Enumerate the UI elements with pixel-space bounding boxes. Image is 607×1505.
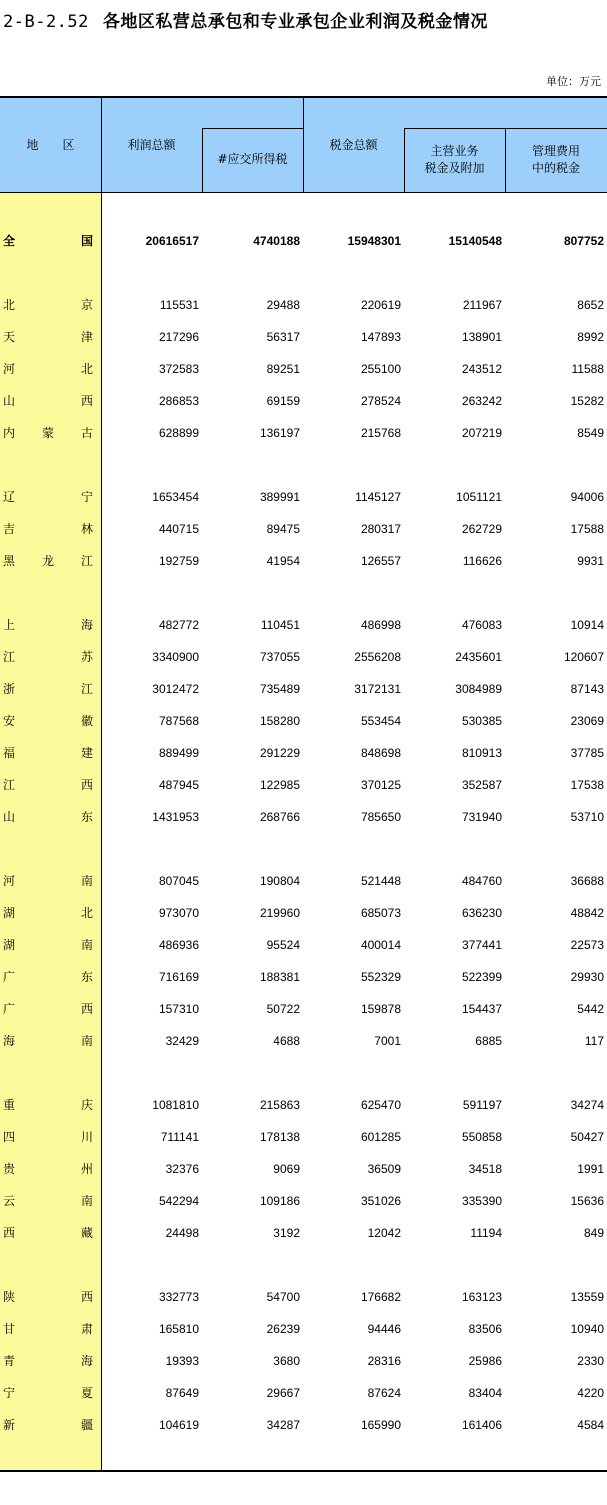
region-char: 四 [3, 1130, 16, 1144]
region-char: 上 [3, 618, 16, 632]
unit-label: 单位：万元 [546, 75, 601, 88]
cell-income-tax: 69159 [266, 394, 300, 408]
region-char: 宁 [3, 1386, 16, 1400]
region-label [3, 649, 93, 665]
region-char: 南 [80, 938, 93, 952]
region-label [3, 1225, 93, 1241]
region-char: 江 [3, 650, 16, 664]
header-region: 地 区 [26, 137, 75, 152]
header-subline-2 [404, 128, 607, 129]
cell-income-tax: 4688 [273, 1034, 300, 1048]
cell-mgmt-tax: 2330 [577, 1354, 604, 1368]
region-char: 福 [3, 746, 16, 760]
cell-tax-total: 351026 [360, 1194, 401, 1208]
region-char: 江 [3, 778, 16, 792]
cell-tax-total: 126557 [360, 554, 401, 568]
region-label [3, 1001, 93, 1017]
region-char: 湖 [3, 938, 16, 952]
cell-mgmt-tax: 53710 [570, 810, 604, 824]
region-char: 疆 [80, 1418, 93, 1432]
cell-profit-total: 332773 [158, 1290, 199, 1304]
cell-main-business-tax: 522399 [461, 970, 502, 984]
region-char: 黑 [3, 554, 16, 568]
cell-tax-total: 94446 [367, 1322, 401, 1336]
cell-profit-total: 32376 [165, 1162, 199, 1176]
region-label [3, 329, 93, 345]
cell-profit-total: 486936 [158, 938, 199, 952]
cell-income-tax: 291229 [259, 746, 300, 760]
region-label [3, 1289, 93, 1305]
region-char: 东 [80, 970, 93, 984]
region-char: 苏 [80, 650, 93, 664]
cell-tax-total: 15948301 [347, 234, 401, 248]
cell-mgmt-tax: 15636 [570, 1194, 604, 1208]
cell-profit-total: 19393 [165, 1354, 199, 1368]
cell-income-tax: 268766 [259, 810, 300, 824]
cell-main-business-tax: 25986 [468, 1354, 502, 1368]
region-char: 内 [3, 426, 16, 440]
cell-tax-total: 3172131 [354, 682, 401, 696]
cell-main-business-tax: 207219 [461, 426, 502, 440]
region-char: 云 [3, 1194, 16, 1208]
region-label [3, 777, 93, 793]
cell-main-business-tax: 211967 [462, 298, 502, 312]
cell-mgmt-tax: 117 [584, 1034, 604, 1048]
cell-mgmt-tax: 17538 [570, 778, 604, 792]
region-char: 重 [3, 1098, 16, 1112]
cell-tax-total: 370125 [360, 778, 401, 792]
cell-mgmt-tax: 4584 [577, 1418, 604, 1432]
cell-income-tax: 9069 [273, 1162, 300, 1176]
region-char: 建 [80, 746, 93, 760]
region-label [3, 937, 93, 953]
cell-mgmt-tax: 10914 [570, 618, 604, 632]
cell-profit-total: 20616517 [145, 234, 199, 248]
cell-profit-total: 157310 [158, 1002, 199, 1016]
cell-income-tax: 136197 [259, 426, 300, 440]
cell-tax-total: 848698 [360, 746, 401, 760]
region-label [3, 617, 93, 633]
region-label [3, 681, 93, 697]
cell-profit-total: 3012472 [152, 682, 199, 696]
cell-income-tax: 29667 [266, 1386, 300, 1400]
cell-tax-total: 601285 [360, 1130, 401, 1144]
region-char: 甘 [3, 1322, 16, 1336]
cell-income-tax: 3680 [273, 1354, 300, 1368]
cell-tax-total: 28316 [367, 1354, 401, 1368]
cell-tax-total: 36509 [367, 1162, 401, 1176]
cell-mgmt-tax: 17588 [570, 522, 604, 536]
cell-income-tax: 737055 [259, 650, 300, 664]
cell-income-tax: 178138 [259, 1130, 300, 1144]
region-char: 新 [3, 1418, 16, 1432]
cell-income-tax: 89251 [266, 362, 300, 376]
region-char: 国 [80, 234, 93, 248]
region-label [3, 297, 93, 313]
region-char: 南 [80, 1194, 93, 1208]
region-label [3, 745, 93, 761]
cell-tax-total: 625470 [360, 1098, 401, 1112]
cell-main-business-tax: 116626 [462, 554, 502, 568]
cell-tax-total: 12042 [367, 1226, 401, 1240]
cell-income-tax: 219960 [259, 906, 300, 920]
cell-main-business-tax: 243512 [461, 362, 502, 376]
cell-profit-total: 787568 [158, 714, 199, 728]
region-char: 山 [3, 810, 16, 824]
region-label [3, 361, 93, 377]
cell-main-business-tax: 6885 [475, 1034, 502, 1048]
cell-tax-total: 7001 [374, 1034, 401, 1048]
cell-main-business-tax: 161406 [461, 1418, 502, 1432]
region-char: 宁 [80, 490, 93, 504]
region-char: 海 [3, 1034, 16, 1048]
cell-profit-total: 24498 [165, 1226, 199, 1240]
cell-profit-total: 440715 [158, 522, 199, 536]
cell-main-business-tax: 476083 [461, 618, 502, 632]
header-mgmt-tax [505, 140, 607, 180]
cell-income-tax: 34287 [266, 1418, 300, 1432]
header-main-business-tax-line2: 税金及附加 [424, 161, 485, 175]
cell-mgmt-tax: 8549 [577, 426, 604, 440]
cell-income-tax: 109186 [259, 1194, 300, 1208]
region-char: 龙 [41, 554, 54, 568]
region-label [3, 521, 93, 537]
cell-income-tax: 3192 [273, 1226, 300, 1240]
region-char: 辽 [3, 490, 16, 504]
cell-income-tax: 50722 [266, 1002, 300, 1016]
region-char: 西 [3, 1226, 16, 1240]
page-title [3, 7, 488, 32]
region-char: 青 [3, 1354, 16, 1368]
region-char: 东 [80, 810, 93, 824]
header-bottom-rule [0, 192, 607, 193]
cell-main-business-tax: 1051121 [456, 490, 502, 504]
cell-mgmt-tax: 9931 [577, 554, 604, 568]
cell-tax-total: 1145127 [355, 490, 401, 504]
region-label [3, 233, 93, 249]
region-label [3, 713, 93, 729]
region-label [3, 905, 93, 921]
region-label [3, 873, 93, 889]
cell-tax-total: 280317 [360, 522, 401, 536]
region-char: 河 [3, 874, 16, 888]
cell-income-tax: 41954 [266, 554, 300, 568]
cell-profit-total: 32429 [165, 1034, 199, 1048]
cell-mgmt-tax: 8992 [577, 330, 604, 344]
cell-main-business-tax: 2435601 [455, 650, 502, 664]
region-char: 林 [80, 522, 93, 536]
region-char: 西 [80, 394, 93, 408]
cell-profit-total: 628899 [158, 426, 199, 440]
table-number: 2-B-2.52 [3, 12, 89, 32]
cell-main-business-tax: 263242 [461, 394, 502, 408]
cell-main-business-tax: 34518 [468, 1162, 502, 1176]
cell-mgmt-tax: 29930 [570, 970, 604, 984]
region-char: 广 [3, 1002, 16, 1016]
region-char: 南 [80, 874, 93, 888]
region-char: 藏 [80, 1226, 93, 1240]
cell-profit-total: 807045 [158, 874, 199, 888]
header-tax-total: 税金总额 [329, 137, 378, 152]
region-label [3, 1417, 93, 1433]
divider-region [101, 98, 102, 1470]
region-label [3, 1097, 93, 1113]
cell-profit-total: 1653454 [152, 490, 199, 504]
cell-tax-total: 400014 [360, 938, 401, 952]
cell-tax-total: 147893 [360, 330, 401, 344]
region-char: 陕 [3, 1290, 16, 1304]
region-char: 西 [80, 1290, 93, 1304]
cell-mgmt-tax: 23069 [570, 714, 604, 728]
cell-tax-total: 215768 [360, 426, 401, 440]
region-char: 夏 [80, 1386, 93, 1400]
region-label [3, 553, 93, 569]
cell-profit-total: 217296 [158, 330, 199, 344]
cell-profit-total: 372583 [158, 362, 199, 376]
cell-income-tax: 95524 [266, 938, 300, 952]
region-column-background [0, 193, 101, 1470]
region-label [3, 425, 93, 441]
cell-income-tax: 389991 [259, 490, 300, 504]
cell-main-business-tax: 154437 [461, 1002, 502, 1016]
cell-income-tax: 110451 [260, 618, 300, 632]
cell-mgmt-tax: 10940 [570, 1322, 604, 1336]
cell-profit-total: 973070 [158, 906, 199, 920]
header-main-business-tax [404, 140, 505, 180]
cell-mgmt-tax: 4220 [577, 1386, 604, 1400]
cell-mgmt-tax: 15282 [570, 394, 604, 408]
cell-income-tax: 158280 [259, 714, 300, 728]
region-char: 吉 [3, 522, 16, 536]
region-char: 州 [80, 1162, 93, 1176]
region-label [3, 1161, 93, 1177]
cell-tax-total: 685073 [360, 906, 401, 920]
cell-profit-total: 1081810 [152, 1098, 199, 1112]
cell-mgmt-tax: 5442 [577, 1002, 604, 1016]
cell-main-business-tax: 377441 [461, 938, 502, 952]
region-char: 安 [3, 714, 16, 728]
region-char: 川 [80, 1130, 93, 1144]
cell-main-business-tax: 530385 [461, 714, 502, 728]
cell-mgmt-tax: 94006 [570, 490, 604, 504]
cell-profit-total: 711141 [160, 1130, 199, 1144]
cell-tax-total: 2556208 [354, 650, 401, 664]
region-char: 西 [80, 1002, 93, 1016]
cell-main-business-tax: 83506 [468, 1322, 502, 1336]
cell-profit-total: 192759 [158, 554, 199, 568]
cell-income-tax: 735489 [259, 682, 300, 696]
cell-tax-total: 87624 [367, 1386, 401, 1400]
region-char: 海 [80, 1354, 93, 1368]
cell-tax-total: 486998 [360, 618, 401, 632]
cell-profit-total: 3340900 [152, 650, 199, 664]
cell-mgmt-tax: 34274 [570, 1098, 604, 1112]
header-main-business-tax-line1: 主营业务 [430, 144, 479, 158]
cell-main-business-tax: 262729 [461, 522, 502, 536]
region-label [3, 1321, 93, 1337]
cell-income-tax: 122985 [259, 778, 300, 792]
cell-main-business-tax: 11194 [470, 1226, 502, 1240]
region-char: 北 [3, 298, 16, 312]
cell-profit-total: 165810 [158, 1322, 199, 1336]
region-label [3, 809, 93, 825]
cell-main-business-tax: 484760 [461, 874, 502, 888]
header-income-tax: #应交所得税 [217, 151, 288, 166]
cell-mgmt-tax: 37785 [570, 746, 604, 760]
cell-mgmt-tax: 50427 [570, 1130, 604, 1144]
cell-main-business-tax: 591197 [462, 1098, 502, 1112]
cell-main-business-tax: 163123 [461, 1290, 502, 1304]
cell-mgmt-tax: 11588 [571, 362, 604, 376]
region-char: 肃 [80, 1322, 93, 1336]
cell-tax-total: 553454 [360, 714, 401, 728]
region-char: 南 [80, 1034, 93, 1048]
region-char: 浙 [3, 682, 16, 696]
cell-main-business-tax: 138901 [461, 330, 502, 344]
cell-profit-total: 87649 [165, 1386, 199, 1400]
header-subline-1 [202, 128, 303, 129]
cell-income-tax: 56317 [266, 330, 300, 344]
region-char: 天 [3, 330, 16, 344]
cell-income-tax: 26239 [266, 1322, 300, 1336]
header-profit-total: 利润总额 [127, 137, 176, 152]
region-char: 庆 [80, 1098, 93, 1112]
bottom-rule [0, 1470, 607, 1472]
region-label [3, 1353, 93, 1369]
region-label [3, 969, 93, 985]
cell-profit-total: 104619 [158, 1418, 199, 1432]
region-char: 京 [80, 298, 93, 312]
region-char: 江 [80, 554, 93, 568]
cell-main-business-tax: 83404 [468, 1386, 502, 1400]
cell-main-business-tax: 636230 [461, 906, 502, 920]
cell-profit-total: 1431953 [152, 810, 199, 824]
region-char: 北 [80, 906, 93, 920]
cell-mgmt-tax: 8652 [577, 298, 604, 312]
region-label [3, 489, 93, 505]
cell-main-business-tax: 3084989 [455, 682, 502, 696]
region-char: 西 [80, 778, 93, 792]
cell-income-tax: 188381 [259, 970, 300, 984]
region-label [3, 393, 93, 409]
cell-tax-total: 785650 [360, 810, 401, 824]
region-label [3, 1033, 93, 1049]
region-label [3, 1385, 93, 1401]
region-char: 山 [3, 394, 16, 408]
region-char: 广 [3, 970, 16, 984]
cell-tax-total: 220619 [360, 298, 401, 312]
cell-mgmt-tax: 1991 [577, 1162, 604, 1176]
cell-income-tax: 89475 [266, 522, 300, 536]
cell-profit-total: 487945 [158, 778, 199, 792]
cell-income-tax: 54700 [266, 1290, 300, 1304]
region-char: 徽 [80, 714, 93, 728]
header-mgmt-tax-line1: 管理费用 [531, 144, 580, 158]
cell-income-tax: 190804 [259, 874, 300, 888]
cell-mgmt-tax: 120607 [563, 650, 604, 664]
cell-profit-total: 482772 [158, 618, 199, 632]
region-char: 贵 [3, 1162, 16, 1176]
region-char: 全 [3, 234, 16, 248]
cell-main-business-tax: 335390 [461, 1194, 502, 1208]
cell-mgmt-tax: 13559 [570, 1290, 604, 1304]
region-char: 河 [3, 362, 16, 376]
cell-income-tax: 4740188 [253, 234, 300, 248]
cell-mgmt-tax: 849 [583, 1226, 604, 1240]
cell-main-business-tax: 550858 [461, 1130, 502, 1144]
header-mgmt-tax-line2: 中的税金 [531, 161, 580, 175]
cell-main-business-tax: 810913 [461, 746, 502, 760]
cell-tax-total: 255100 [360, 362, 401, 376]
region-char: 津 [80, 330, 93, 344]
cell-mgmt-tax: 22573 [570, 938, 604, 952]
cell-tax-total: 176682 [360, 1290, 401, 1304]
region-char: 北 [80, 362, 93, 376]
cell-mgmt-tax: 807752 [563, 234, 604, 248]
cell-tax-total: 278524 [360, 394, 401, 408]
cell-main-business-tax: 352587 [461, 778, 502, 792]
cell-profit-total: 286853 [158, 394, 199, 408]
cell-profit-total: 889499 [158, 746, 199, 760]
cell-tax-total: 159878 [360, 1002, 401, 1016]
region-char: 蒙 [41, 426, 54, 440]
cell-tax-total: 521448 [360, 874, 401, 888]
region-label [3, 1193, 93, 1209]
cell-mgmt-tax: 87143 [570, 682, 604, 696]
cell-tax-total: 165990 [360, 1418, 401, 1432]
cell-tax-total: 552329 [360, 970, 401, 984]
cell-profit-total: 716169 [158, 970, 199, 984]
table-title: 各地区私营总承包和专业承包企业利润及税金情况 [102, 12, 488, 32]
cell-profit-total: 115531 [159, 298, 199, 312]
region-char: 古 [80, 426, 93, 440]
cell-mgmt-tax: 36688 [570, 874, 604, 888]
region-char: 海 [80, 618, 93, 632]
cell-mgmt-tax: 48842 [570, 906, 604, 920]
region-char: 江 [80, 682, 93, 696]
cell-main-business-tax: 731940 [461, 810, 502, 824]
region-char: 湖 [3, 906, 16, 920]
cell-income-tax: 29488 [266, 298, 300, 312]
region-label [3, 1129, 93, 1145]
cell-income-tax: 215863 [259, 1098, 300, 1112]
cell-main-business-tax: 15140548 [448, 234, 502, 248]
cell-profit-total: 542294 [158, 1194, 199, 1208]
